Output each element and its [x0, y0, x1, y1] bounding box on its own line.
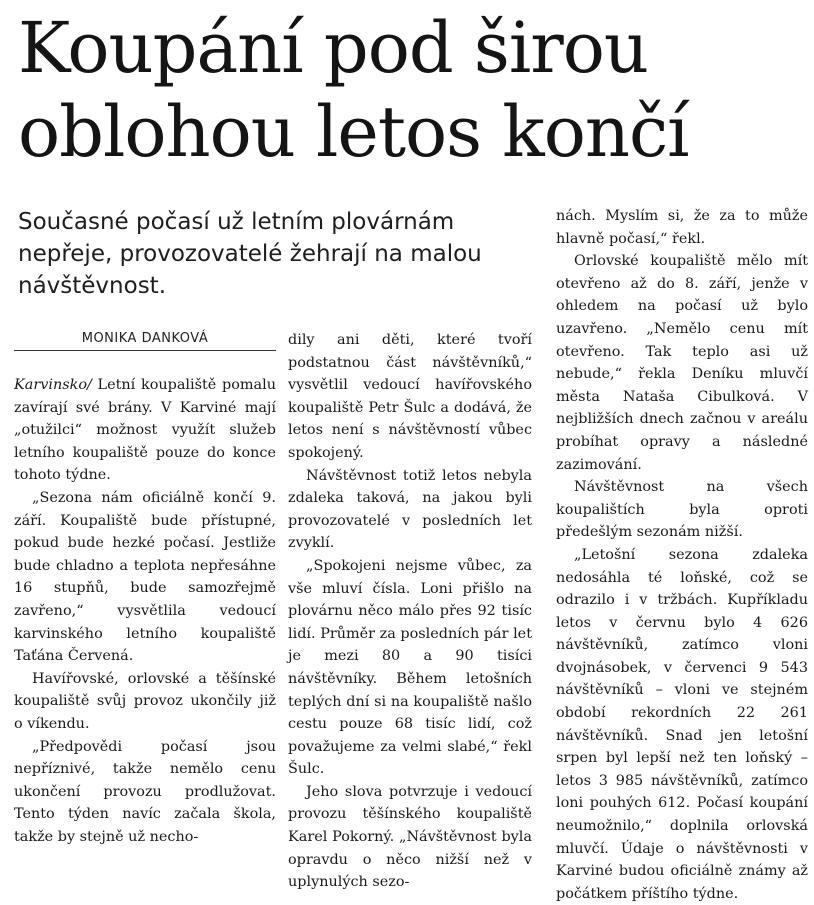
article-column-2 [288, 329, 532, 891]
paragraph: Návštěvnost totiž letos nebyla zdaleka taková, na jakou byli provozovatelé v posledních let zvyklí. [288, 467, 532, 552]
headline: Koupání pod širou oblohou letos končí [18, 7, 689, 173]
paragraph: Havířovské, orlovské a těšínské koupaliště svůj provoz ukončily již o víkendu. [14, 670, 276, 732]
paragraph: dily ani děti, které tvoří podstatnou část návštěvníků,“ vysvětlil vedoucí havířovského koupaliště Petr Šulc a dodává, že letos není s návštěvností vůbec spokojený. [288, 332, 532, 461]
paragraph: nách. Myslím si, že za to může hlavně počasí,“ řekl. [556, 208, 808, 247]
paragraph-text: Letní koupaliště pomalu zavírají své brány. V Karviné mají „otužilci“ možnost využít služeb letního koupaliště pouze do konce tohoto týdne. [14, 377, 276, 484]
paragraph: „Předpovědi počasí jsou nepříznivé, takže nemělo cenu ukončení provozu prodlužovat. Tento týden navíc začala škola, takže by stejně už necho- [14, 738, 276, 845]
subheadline: Současné počasí už letním plovárnám nepřeje, provozovatelé žehrají na malou návštěvnost. [18, 209, 482, 299]
paragraph: Orlovské koupaliště mělo mít otevřeno až do 8. září, jenže v ohledem na počasí už bylo uzavřeno. „Nemělo cenu mít otevřeno. Tak teplo asi už nebude,“ řekla Deníku mluvčí města Nataša Cibulková. V nejbližších dnech začnou v areálu probíhat opravy a následné zazimování. [556, 253, 808, 473]
paragraph: „Sezona nám oficiálně končí 9. září. Koupaliště bude přístupné, pokud bude hezké počasí. Jestliže bude chladno a teplota nepřesáhne 16 stupňů, bude samozřejmě zavřeno,“ vysvětlila vedoucí karvinského letního koupaliště Taťána Červená. [14, 489, 276, 665]
paragraph [14, 374, 276, 487]
article-column-1 [14, 374, 276, 864]
article-column-3 [556, 205, 808, 902]
byline: MONIKA DANKOVÁ [14, 328, 276, 351]
paragraph: Návštěvnost na všech koupalištích byla oproti předešlým sezonám nižší. [556, 479, 808, 541]
paragraph: Jeho slova potvrzuje i vedoucí provozu těšínského koupaliště Karel Pokorný. „Návštěvnost byla opravdu o něco nižší než v uplynulých sezo- [288, 783, 532, 891]
paragraph: „Spokojeni nejsme vůbec, za vše mluví čísla. Loni přišlo na plovárnu něco málo přes 92 tisíc lidí. Průměr za posledních pár let je mezi 80 a 90 tisíci návštěvníky. Během letošních teplých dní si na koupaliště našlo cestu pouze 68 tisíc lidí, což považujeme za velmi slabé,“ řekl Šulc. [288, 557, 532, 778]
dateline: Karvinsko/ [14, 377, 92, 393]
paragraph: „Letošní sezona zdaleka nedosáhla té loňské, což se odrazilo i v tržbách. Kupříkladu letos v červnu bylo 4 626 návštěvníků, zatímco vloni dvojnásobek, v červenci 9 543 návštěvníků – vloni ve stejném období rekordních 22 261 návštěvníků. Snad jen letošní srpen byl lepší než ten loňský – letos 3 985 návštěvníků, zatímco loni pouhých 612. Počasí koupání neumožnilo,“ doplnila orlovská mluvčí. Údaje o návštěvnosti v Karviné budou oficiálně známy až počátkem příštího týdne. [556, 546, 808, 902]
